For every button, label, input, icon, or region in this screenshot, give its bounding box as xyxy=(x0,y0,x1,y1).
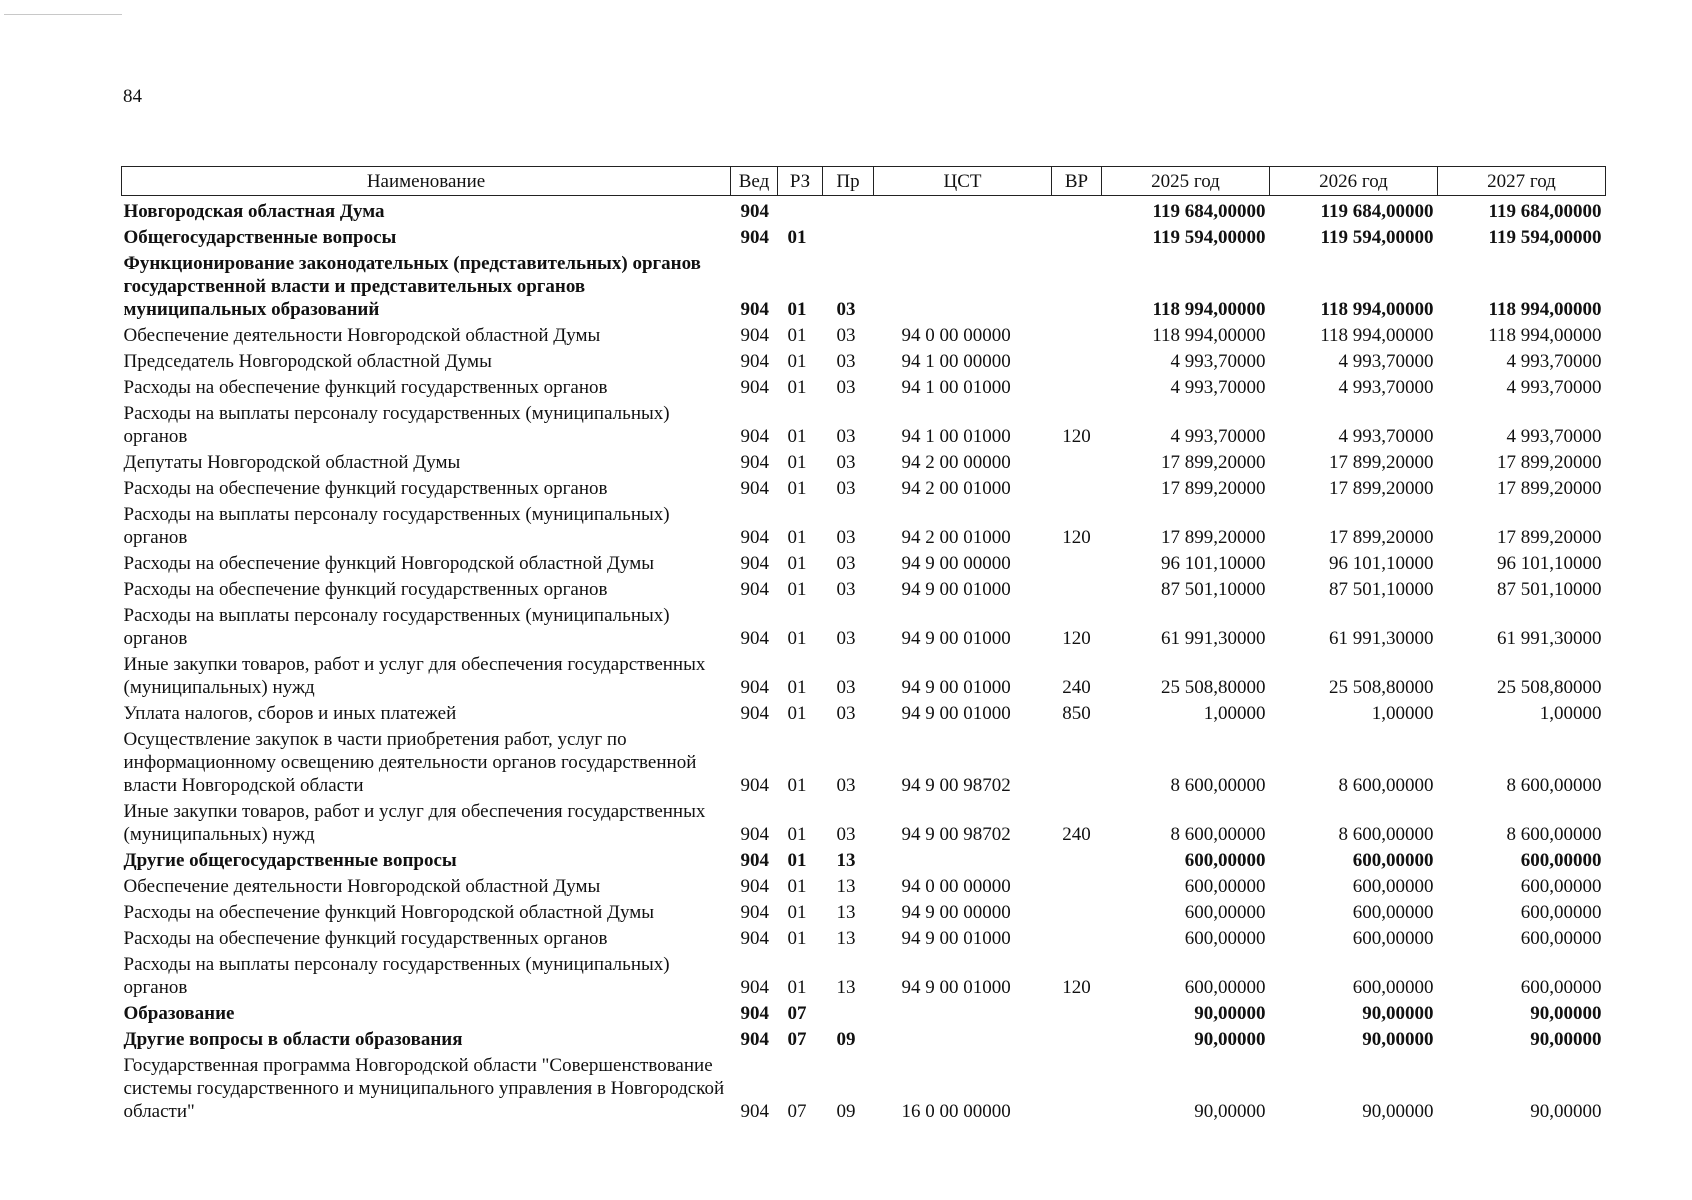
cell-vr xyxy=(1052,551,1102,577)
cell-rz: 01 xyxy=(787,876,807,897)
cell-2027: 8 600,00000 xyxy=(1506,824,1602,845)
table-row xyxy=(122,900,1606,926)
cell-name: Образование xyxy=(123,1003,235,1024)
cell-2026: 8 600,00000 xyxy=(1338,824,1434,845)
cell-vr xyxy=(1052,450,1102,476)
table-row xyxy=(122,551,1606,577)
cell-vr: 850 xyxy=(1062,703,1091,724)
cell-2025: 600,00000 xyxy=(1184,928,1266,949)
cell-2027: 17 899,20000 xyxy=(1497,527,1602,548)
table-row xyxy=(122,727,1606,799)
cell-2027: 90,00000 xyxy=(1530,1101,1602,1122)
table-row xyxy=(122,476,1606,502)
cell-name: Расходы на выплаты персоналу государственных (муниципальных) органов xyxy=(123,504,670,548)
cell-2026: 90,00000 xyxy=(1362,1029,1434,1050)
table-row xyxy=(122,848,1606,874)
cell-name: Расходы на обеспечение функций Новгородской областной Думы xyxy=(123,553,655,574)
cell-ved: 904 xyxy=(740,452,769,473)
cell-pr: 03 xyxy=(836,377,856,398)
cell-ved: 904 xyxy=(740,1029,769,1050)
table-row xyxy=(122,799,1606,848)
cell-cst: 94 1 00 00000 xyxy=(901,351,1011,372)
cell-pr: 03 xyxy=(836,426,856,447)
cell-name: Депутаты Новгородской областной Думы xyxy=(123,452,461,473)
cell-name: Расходы на выплаты персоналу государственных (муниципальных) органов xyxy=(123,605,670,649)
table-row xyxy=(122,1027,1606,1053)
cell-2027: 1,00000 xyxy=(1539,703,1602,724)
cell-name: Иные закупки товаров, работ и услуг для обеспечения государственных (муниципальных) нужд xyxy=(123,654,706,698)
cell-ved: 904 xyxy=(740,227,769,248)
cell-ved: 904 xyxy=(740,299,769,320)
table-row xyxy=(122,502,1606,551)
cell-name: Расходы на выплаты персоналу государственных (муниципальных) органов xyxy=(123,403,670,447)
cell-2026: 87 501,10000 xyxy=(1329,579,1434,600)
cell-vr: 120 xyxy=(1062,527,1091,548)
cell-vr xyxy=(1052,225,1102,251)
cell-ved: 904 xyxy=(740,928,769,949)
cell-name: Уплата налогов, сборов и иных платежей xyxy=(123,703,457,724)
cell-name: Государственная программа Новгородской области "Совершенствование системы государственного и муниципального управления в Новгородской области" xyxy=(123,1055,725,1122)
table-row xyxy=(122,926,1606,952)
cell-2027: 96 101,10000 xyxy=(1497,553,1602,574)
cell-ved: 904 xyxy=(740,351,769,372)
cell-rz: 01 xyxy=(787,377,807,398)
cell-pr: 03 xyxy=(836,703,856,724)
cell-2027: 600,00000 xyxy=(1520,977,1602,998)
cell-vr: 240 xyxy=(1062,824,1091,845)
cell-ved: 904 xyxy=(740,677,769,698)
table-row xyxy=(122,652,1606,701)
cell-pr: 03 xyxy=(836,824,856,845)
cell-2026: 17 899,20000 xyxy=(1329,452,1434,473)
cell-2027: 17 899,20000 xyxy=(1497,452,1602,473)
cell-cst: 94 1 00 01000 xyxy=(901,426,1011,447)
cell-2027: 119 684,00000 xyxy=(1488,201,1602,222)
cell-pr: 03 xyxy=(836,325,856,346)
cell-2025: 87 501,10000 xyxy=(1161,579,1266,600)
cell-ved: 904 xyxy=(740,902,769,923)
cell-vr xyxy=(1052,375,1102,401)
cell-2025: 1,00000 xyxy=(1203,703,1266,724)
cell-pr xyxy=(823,1001,874,1027)
cell-ved: 904 xyxy=(740,876,769,897)
cell-vr xyxy=(1052,900,1102,926)
cell-vr xyxy=(1052,926,1102,952)
table-row xyxy=(122,603,1606,652)
cell-2027: 600,00000 xyxy=(1520,876,1602,897)
cell-2025: 4 993,70000 xyxy=(1170,426,1266,447)
cell-cst: 94 9 00 00000 xyxy=(901,553,1011,574)
cell-2027: 600,00000 xyxy=(1520,850,1602,871)
table-row xyxy=(122,577,1606,603)
cell-2027: 61 991,30000 xyxy=(1497,628,1602,649)
table-row xyxy=(122,196,1606,226)
cell-2027: 4 993,70000 xyxy=(1506,426,1602,447)
cell-name: Расходы на обеспечение функций Новгородской областной Думы xyxy=(123,902,655,923)
cell-rz: 01 xyxy=(787,579,807,600)
cell-2025: 600,00000 xyxy=(1184,850,1266,871)
cell-ved: 904 xyxy=(740,527,769,548)
cell-cst xyxy=(874,196,1052,226)
cell-2026: 600,00000 xyxy=(1352,902,1434,923)
cell-rz: 01 xyxy=(787,426,807,447)
cell-ved: 904 xyxy=(740,824,769,845)
cell-2027: 600,00000 xyxy=(1520,902,1602,923)
cell-ved: 904 xyxy=(740,1101,769,1122)
cell-pr: 03 xyxy=(836,527,856,548)
cell-name: Расходы на обеспечение функций государственных органов xyxy=(123,579,608,600)
cell-vr xyxy=(1052,577,1102,603)
cell-vr xyxy=(1052,848,1102,874)
cell-2025: 8 600,00000 xyxy=(1170,824,1266,845)
cell-2025: 118 994,00000 xyxy=(1152,299,1266,320)
cell-rz: 01 xyxy=(787,351,807,372)
cell-cst: 94 9 00 01000 xyxy=(901,579,1011,600)
cell-vr xyxy=(1052,1001,1102,1027)
cell-name: Расходы на обеспечение функций государственных органов xyxy=(123,377,608,398)
cell-vr xyxy=(1052,476,1102,502)
cell-rz: 01 xyxy=(787,677,807,698)
cell-name: Расходы на выплаты персоналу государственных (муниципальных) органов xyxy=(123,954,670,998)
cell-rz: 01 xyxy=(787,902,807,923)
cell-name: Обеспечение деятельности Новгородской областной Думы xyxy=(123,325,601,346)
cell-2026: 4 993,70000 xyxy=(1338,351,1434,372)
cell-2026: 600,00000 xyxy=(1352,876,1434,897)
cell-pr xyxy=(823,225,874,251)
cell-2025: 17 899,20000 xyxy=(1161,527,1266,548)
cell-2025: 61 991,30000 xyxy=(1161,628,1266,649)
cell-rz: 01 xyxy=(787,527,807,548)
cell-2026: 600,00000 xyxy=(1352,977,1434,998)
cell-2026: 119 684,00000 xyxy=(1320,201,1434,222)
cell-pr: 13 xyxy=(836,977,856,998)
header-ved: Вед xyxy=(731,167,778,196)
cell-2027: 4 993,70000 xyxy=(1506,351,1602,372)
cell-2027: 8 600,00000 xyxy=(1506,775,1602,796)
table-row xyxy=(122,874,1606,900)
cell-2026: 25 508,80000 xyxy=(1329,677,1434,698)
cell-2026: 61 991,30000 xyxy=(1329,628,1434,649)
header-rz: РЗ xyxy=(778,167,823,196)
cell-ved: 904 xyxy=(740,850,769,871)
cell-vr xyxy=(1052,1053,1102,1125)
cell-vr xyxy=(1052,251,1102,323)
cell-rz: 01 xyxy=(787,325,807,346)
cell-cst: 94 2 00 01000 xyxy=(901,527,1011,548)
cell-pr: 09 xyxy=(836,1101,856,1122)
cell-rz: 01 xyxy=(787,703,807,724)
cell-2027: 17 899,20000 xyxy=(1497,478,1602,499)
cell-vr: 120 xyxy=(1062,977,1091,998)
header-pr: Пр xyxy=(823,167,874,196)
cell-ved: 904 xyxy=(740,553,769,574)
cell-2027: 118 994,00000 xyxy=(1488,299,1602,320)
cell-cst: 94 9 00 01000 xyxy=(901,928,1011,949)
cell-cst: 94 9 00 01000 xyxy=(901,977,1011,998)
cell-2026: 90,00000 xyxy=(1362,1101,1434,1122)
cell-rz xyxy=(778,196,823,226)
cell-2027: 4 993,70000 xyxy=(1506,377,1602,398)
cell-pr: 03 xyxy=(836,628,856,649)
cell-rz: 01 xyxy=(787,299,807,320)
cell-pr: 03 xyxy=(836,579,856,600)
cell-rz: 01 xyxy=(787,850,807,871)
budget-table xyxy=(121,166,1606,1125)
cell-2025: 8 600,00000 xyxy=(1170,775,1266,796)
cell-pr: 03 xyxy=(836,452,856,473)
header-2026: 2026 год xyxy=(1270,167,1438,196)
cell-cst xyxy=(874,848,1052,874)
cell-rz: 01 xyxy=(787,775,807,796)
cell-vr xyxy=(1052,196,1102,226)
cell-2025: 118 994,00000 xyxy=(1152,325,1266,346)
cell-cst: 94 9 00 98702 xyxy=(901,775,1011,796)
cell-vr: 240 xyxy=(1062,677,1091,698)
table-row xyxy=(122,323,1606,349)
cell-rz: 01 xyxy=(787,977,807,998)
cell-2025: 90,00000 xyxy=(1194,1029,1266,1050)
cell-rz: 07 xyxy=(787,1101,807,1122)
cell-ved: 904 xyxy=(740,977,769,998)
cell-2025: 119 594,00000 xyxy=(1152,227,1266,248)
cell-2027: 87 501,10000 xyxy=(1497,579,1602,600)
cell-2026: 17 899,20000 xyxy=(1329,478,1434,499)
cell-2025: 90,00000 xyxy=(1194,1101,1266,1122)
cell-cst: 16 0 00 00000 xyxy=(901,1101,1011,1122)
cell-name: Председатель Новгородской областной Думы xyxy=(123,351,492,372)
cell-ved: 904 xyxy=(740,775,769,796)
cell-pr: 03 xyxy=(836,478,856,499)
cell-cst: 94 0 00 00000 xyxy=(901,876,1011,897)
cell-rz: 01 xyxy=(787,452,807,473)
table-row xyxy=(122,952,1606,1001)
page-number: 84 xyxy=(123,86,142,107)
cell-pr: 13 xyxy=(836,902,856,923)
cell-2027: 119 594,00000 xyxy=(1488,227,1602,248)
cell-pr: 09 xyxy=(836,1029,856,1050)
cell-pr: 03 xyxy=(836,553,856,574)
cell-cst: 94 9 00 01000 xyxy=(901,677,1011,698)
cell-cst: 94 0 00 00000 xyxy=(901,325,1011,346)
table-row xyxy=(122,375,1606,401)
cell-2025: 4 993,70000 xyxy=(1170,351,1266,372)
cell-ved: 904 xyxy=(740,628,769,649)
table-row xyxy=(122,701,1606,727)
table-row xyxy=(122,225,1606,251)
cell-vr: 120 xyxy=(1062,426,1091,447)
cell-2026: 8 600,00000 xyxy=(1338,775,1434,796)
cell-cst: 94 1 00 01000 xyxy=(901,377,1011,398)
cell-2026: 17 899,20000 xyxy=(1329,527,1434,548)
cell-2026: 4 993,70000 xyxy=(1338,377,1434,398)
cell-pr: 13 xyxy=(836,928,856,949)
cell-name: Расходы на обеспечение функций государственных органов xyxy=(123,928,608,949)
cell-rz: 01 xyxy=(787,824,807,845)
cell-2026: 119 594,00000 xyxy=(1320,227,1434,248)
cell-2025: 4 993,70000 xyxy=(1170,377,1266,398)
cell-2027: 600,00000 xyxy=(1520,928,1602,949)
cell-name: Расходы на обеспечение функций государственных органов xyxy=(123,478,608,499)
cell-2025: 17 899,20000 xyxy=(1161,478,1266,499)
cell-pr: 03 xyxy=(836,299,856,320)
cell-cst: 94 9 00 98702 xyxy=(901,824,1011,845)
scan-artifact-line xyxy=(4,14,122,15)
cell-cst xyxy=(874,251,1052,323)
cell-name: Другие вопросы в области образования xyxy=(123,1029,463,1050)
cell-vr xyxy=(1052,1027,1102,1053)
cell-pr: 13 xyxy=(836,876,856,897)
cell-vr xyxy=(1052,349,1102,375)
cell-rz: 01 xyxy=(787,628,807,649)
cell-2026: 600,00000 xyxy=(1352,928,1434,949)
cell-2025: 600,00000 xyxy=(1184,902,1266,923)
cell-2026: 118 994,00000 xyxy=(1320,325,1434,346)
cell-2026: 4 993,70000 xyxy=(1338,426,1434,447)
cell-cst: 94 9 00 01000 xyxy=(901,703,1011,724)
cell-name: Новгородская областная Дума xyxy=(123,201,385,222)
cell-rz: 01 xyxy=(787,553,807,574)
table-row xyxy=(122,1053,1606,1125)
cell-name: Осуществление закупок в части приобретения работ, услуг по информационному освещению деятельности органов государственной власти Новгородской области xyxy=(123,729,697,796)
cell-2027: 90,00000 xyxy=(1530,1003,1602,1024)
table-row xyxy=(122,401,1606,450)
header-2025: 2025 год xyxy=(1102,167,1270,196)
cell-name: Обеспечение деятельности Новгородской областной Думы xyxy=(123,876,601,897)
header-name: Наименование xyxy=(122,167,731,196)
cell-2026: 90,00000 xyxy=(1362,1003,1434,1024)
cell-2025: 96 101,10000 xyxy=(1161,553,1266,574)
header-2027: 2027 год xyxy=(1438,167,1606,196)
cell-cst xyxy=(874,1001,1052,1027)
cell-cst: 94 9 00 00000 xyxy=(901,902,1011,923)
cell-vr xyxy=(1052,874,1102,900)
cell-2026: 118 994,00000 xyxy=(1320,299,1434,320)
table-row xyxy=(122,450,1606,476)
cell-ved: 904 xyxy=(740,377,769,398)
cell-2025: 17 899,20000 xyxy=(1161,452,1266,473)
cell-2027: 118 994,00000 xyxy=(1488,325,1602,346)
cell-pr xyxy=(823,196,874,226)
cell-ved: 904 xyxy=(740,1003,769,1024)
table-row xyxy=(122,1001,1606,1027)
table-header-row xyxy=(122,167,1606,196)
cell-cst: 94 9 00 01000 xyxy=(901,628,1011,649)
cell-rz: 07 xyxy=(787,1029,807,1050)
cell-2025: 25 508,80000 xyxy=(1161,677,1266,698)
cell-2026: 96 101,10000 xyxy=(1329,553,1434,574)
cell-name: Иные закупки товаров, работ и услуг для обеспечения государственных (муниципальных) нужд xyxy=(123,801,706,845)
cell-2026: 1,00000 xyxy=(1371,703,1434,724)
header-vr: ВР xyxy=(1052,167,1102,196)
cell-cst: 94 2 00 01000 xyxy=(901,478,1011,499)
cell-vr: 120 xyxy=(1062,628,1091,649)
cell-name: Функционирование законодательных (представительных) органов государственной власти и представительных органов муниципальных образований xyxy=(123,253,701,320)
cell-2026: 600,00000 xyxy=(1352,850,1434,871)
cell-pr: 03 xyxy=(836,351,856,372)
cell-pr: 03 xyxy=(836,677,856,698)
cell-name: Другие общегосударственные вопросы xyxy=(123,850,457,871)
cell-2025: 119 684,00000 xyxy=(1152,201,1266,222)
cell-2027: 25 508,80000 xyxy=(1497,677,1602,698)
cell-rz: 01 xyxy=(787,227,807,248)
cell-rz: 07 xyxy=(787,1003,807,1024)
table-row xyxy=(122,251,1606,323)
table-row xyxy=(122,349,1606,375)
cell-2025: 600,00000 xyxy=(1184,876,1266,897)
cell-rz: 01 xyxy=(787,928,807,949)
cell-pr: 13 xyxy=(836,850,856,871)
cell-ved: 904 xyxy=(740,201,769,222)
cell-cst xyxy=(874,225,1052,251)
header-cst: ЦСТ xyxy=(874,167,1052,196)
cell-vr xyxy=(1052,727,1102,799)
cell-cst: 94 2 00 00000 xyxy=(901,452,1011,473)
cell-ved: 904 xyxy=(740,426,769,447)
cell-cst xyxy=(874,1027,1052,1053)
cell-2025: 90,00000 xyxy=(1194,1003,1266,1024)
cell-rz: 01 xyxy=(787,478,807,499)
cell-ved: 904 xyxy=(740,579,769,600)
cell-ved: 904 xyxy=(740,478,769,499)
cell-name: Общегосударственные вопросы xyxy=(123,227,397,248)
cell-ved: 904 xyxy=(740,325,769,346)
cell-2027: 90,00000 xyxy=(1530,1029,1602,1050)
cell-ved: 904 xyxy=(740,703,769,724)
cell-2025: 600,00000 xyxy=(1184,977,1266,998)
cell-pr: 03 xyxy=(836,775,856,796)
cell-vr xyxy=(1052,323,1102,349)
